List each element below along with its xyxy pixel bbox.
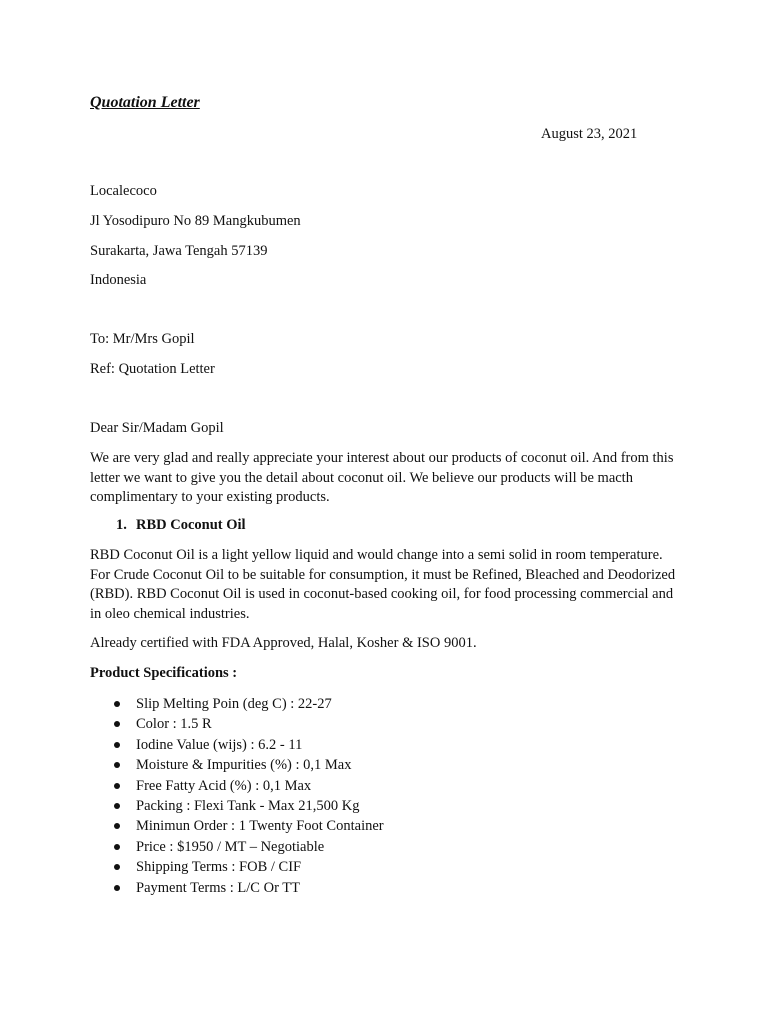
certification-line: Already certified with FDA Approved, Halal, Kosher & ISO 9001. (90, 635, 477, 651)
spec-item: Payment Terms : L/C Or TT (112, 878, 384, 898)
spec-item: Minimun Order : 1 Twenty Foot Container (112, 816, 384, 836)
bullet-icon (114, 783, 120, 789)
spec-item: Iodine Value (wijs) : 6.2 - 11 (112, 735, 384, 755)
recipient-line: To: Mr/Mrs Gopil (90, 331, 195, 347)
sender-address-line2: Surakarta, Jawa Tengah 57139 (90, 243, 268, 259)
spec-item: Color : 1.5 R (112, 714, 384, 734)
bullet-icon (114, 844, 120, 850)
spec-item: Free Fatty Acid (%) : 0,1 Max (112, 776, 384, 796)
reference-line: Ref: Quotation Letter (90, 361, 215, 377)
product-description: RBD Coconut Oil is a light yellow liquid and would change into a semi solid in room temperature. For Crude Coconut Oil to be suitable for consumption, it must be Refined, Bleached and Deodorized (RBD). RBD Coconut Oil is used in coconut-based cooking oil, for food processing commercial and in oleo chemical industries. (90, 547, 676, 622)
salutation: Dear Sir/Madam Gopil (90, 420, 224, 436)
letter-title: Quotation Letter (90, 94, 200, 111)
bullet-icon (114, 742, 120, 748)
bullet-icon (114, 701, 120, 707)
bullet-icon (114, 864, 120, 870)
section-number: 1. (116, 517, 127, 533)
spec-item: Moisture & Impurities (%) : 0,1 Max (112, 755, 384, 775)
section-heading: RBD Coconut Oil (136, 517, 246, 533)
spec-item: Packing : Flexi Tank - Max 21,500 Kg (112, 796, 384, 816)
letter-date: August 23, 2021 (541, 126, 638, 142)
bullet-icon (114, 803, 120, 809)
intro-paragraph: We are very glad and really appreciate your interest about our products of coconut oil. And from this letter we want to give you the detail about coconut oil. We believe our products will be macth complimentary to your existing products. (90, 450, 674, 505)
bullet-icon (114, 823, 120, 829)
sender-name: Localecoco (90, 183, 157, 199)
specs-heading: Product Specifications : (90, 665, 238, 681)
bullet-icon (114, 721, 120, 727)
sender-country: Indonesia (90, 272, 147, 288)
sender-address-line1: Jl Yosodipuro No 89 Mangkubumen (90, 213, 301, 229)
bullet-icon (114, 762, 120, 768)
spec-item: Slip Melting Poin (deg C) : 22-27 (112, 694, 384, 714)
spec-item: Shipping Terms : FOB / CIF (112, 857, 384, 877)
spec-item: Price : $1950 / MT – Negotiable (112, 837, 384, 857)
specs-list (112, 694, 384, 898)
bullet-icon (114, 885, 120, 891)
